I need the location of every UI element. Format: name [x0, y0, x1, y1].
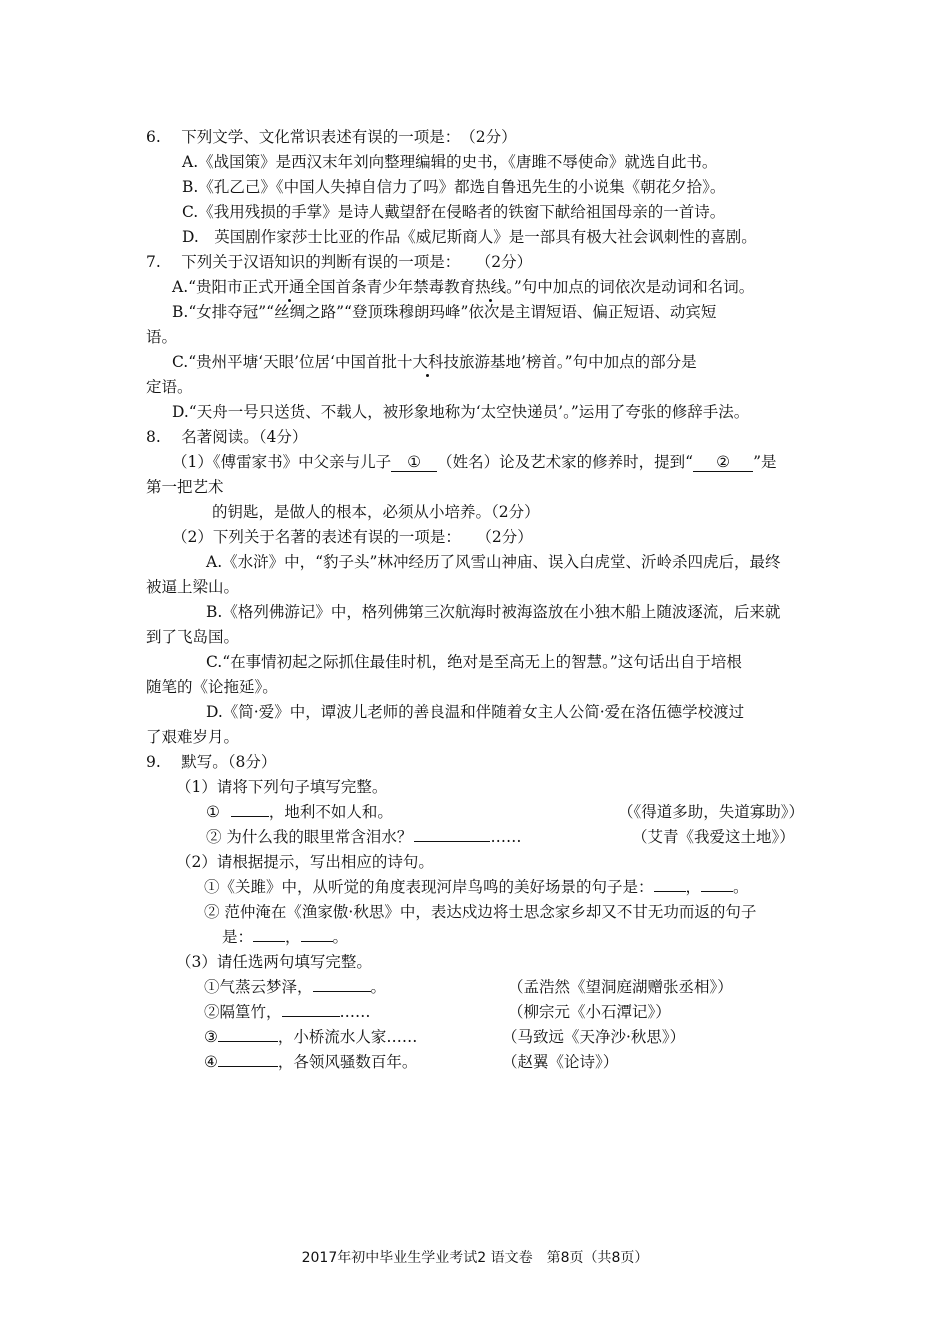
- q9-s3-blank-1[interactable]: [313, 991, 371, 992]
- q7-option-d: D.“天舟一号只送货、不载人，被形象地称为‘太空快递员’。”运用了夸张的修辞手法。: [172, 403, 750, 421]
- q9-s1-item2-text: ② 为什么我的眼里常含泪水？: [206, 828, 413, 846]
- q7-option-b-line2: 语。: [146, 328, 178, 346]
- q9-s3-item3-text: ，小桥流水人家……: [277, 1028, 418, 1046]
- q7-c-post: ’榜首。”句中加点的部分是: [520, 353, 697, 371]
- q9-section2-heading: （2）请根据提示，写出相应的诗句。: [176, 853, 434, 871]
- q9-s3-item2-ellipsis: ……: [339, 1003, 371, 1021]
- q9-s3-item4-text: ，各领风骚数百年。: [277, 1053, 418, 1071]
- q9-s1-item2: [206, 827, 521, 847]
- q8-p1-text-b: （姓名）论及艺术家的修养时，提到“: [437, 453, 694, 471]
- q7-a-dotted-word-1: 开通: [273, 278, 305, 296]
- q6-option-d: D. 英国剧作家莎士比亚的作品《威尼斯商人》是一部具有极大社会讽刺性的喜剧。: [182, 228, 757, 246]
- q9-stem: 9. 默写。（8分）: [146, 753, 277, 771]
- q8-p1-text-c: ”是: [753, 453, 777, 471]
- q9-s1-item2-source: （艾青《我爱这土地》）: [632, 828, 795, 846]
- q9-s2-item2-line2: [222, 927, 348, 947]
- q6-option-b: B.《孔乙己》《中国人失掉自信力了吗》都选自鲁迅先生的小说集《朝花夕拾》。: [182, 178, 726, 196]
- q7-c-dotted-phrase: 中国首批十大科技旅游基地: [334, 353, 521, 371]
- q7-a-post: 。”句中加点的词依次是动词和名词。: [506, 278, 755, 296]
- q9-section1-heading: （1）请将下列句子填写完整。: [176, 778, 388, 796]
- q9-s3-blank-2[interactable]: [282, 1016, 340, 1017]
- q9-s3-item2: [204, 1002, 371, 1022]
- q6-option-a: A.《战国策》是西汉末年刘向整理编辑的史书，《唐雎不辱使命》就选自此书。: [182, 153, 718, 171]
- q8-option-a-line1: A.《水浒》中，“豹子头”林冲经历了风雪山神庙、误入白虎堂、沂岭杀四虎后，最终: [206, 553, 781, 571]
- q9-s1-item1-text: ，地利不如人和。: [268, 803, 393, 821]
- q9-s3-item3-source: （马致远《天净沙·秋思》）: [502, 1028, 686, 1046]
- q7-a-dotted-word-2: 热线: [475, 278, 507, 296]
- q6-option-c: C.《我用残损的手掌》是诗人戴望舒在侵略者的铁窗下献给祖国母亲的一首诗。: [182, 203, 726, 221]
- q8-option-a-line2: 被逼上梁山。: [146, 578, 240, 596]
- q9-s2-item1-comma: ，: [685, 878, 702, 896]
- q9-s1-blank-2[interactable]: [414, 841, 490, 842]
- q8-option-c-line2: 随笔的《论拖延》。: [146, 678, 278, 696]
- q8-part1-line2: 第一把艺术: [146, 478, 224, 496]
- q8-stem: 8. 名著阅读。（4分）: [146, 428, 308, 446]
- q9-s2-item2-period: 。: [332, 928, 349, 946]
- q9-s3-item1: [204, 977, 386, 997]
- q9-s2-item2-comma: ，: [285, 928, 301, 946]
- q8-option-b-line1: B.《格列佛游记》中，格列佛第三次航海时被海盗放在小独木船上随波逐流，后来就: [206, 603, 781, 621]
- q9-s3-blank-4[interactable]: [218, 1066, 278, 1067]
- q9-s3-item2-text: ②隔篁竹，: [204, 1003, 282, 1021]
- q9-s2-blank-2[interactable]: [701, 891, 733, 892]
- q8-part2-stem: （2）下列关于名著的表述有误的一项是： （2分）: [172, 528, 533, 546]
- q8-option-d-line2: 了艰难岁月。: [146, 728, 240, 746]
- q7-a-pre: A.“贵阳市正式: [172, 278, 274, 296]
- q8-blank-1[interactable]: ①: [391, 453, 437, 472]
- q9-section3-heading: （3）请任选两句填写完整。: [176, 953, 372, 971]
- q9-s3-item4-source: （赵翼《论诗》）: [502, 1053, 619, 1071]
- q8-option-b-line2: 到了飞岛国。: [146, 628, 240, 646]
- q9-s2-item2-line1: ② 范仲淹在《渔家傲·秋思》中，表达戍边将士思念家乡却又不甘无功而返的句子: [204, 903, 757, 921]
- q9-s1-blank-1[interactable]: [231, 816, 269, 817]
- q9-s1-item2-tail: ……: [490, 828, 522, 846]
- page-footer: 2017年初中毕业生学业考试2 语文卷 第8页（共8页）: [301, 1250, 649, 1266]
- q9-s2-item1: [204, 877, 749, 897]
- q8-p1-text-a: （1）《傅雷家书》中父亲与儿子: [172, 453, 392, 471]
- q9-s3-item4: [204, 1052, 417, 1072]
- q9-s1-item1-source: （《得道多助，失道寡助》）: [618, 803, 805, 821]
- q7-c-pre: C.“贵州平塘‘天眼’位居‘: [172, 353, 335, 371]
- q7-option-c-line2: 定语。: [146, 378, 193, 396]
- q9-s2-blank-1[interactable]: [654, 891, 686, 892]
- q7-option-a: [172, 277, 754, 297]
- q9-s3-item1-period: 。: [370, 978, 387, 996]
- q7-option-c: [172, 352, 697, 372]
- q8-blank-2[interactable]: ②: [693, 453, 753, 472]
- q9-s3-item3: [204, 1027, 417, 1047]
- q9-s2-item1-period: 。: [733, 878, 749, 896]
- q7-stem: 7. 下列关于汉语知识的判断有误的一项是： （2分）: [146, 253, 533, 271]
- q8-option-d-line1: D.《简·爱》中，谭波儿老师的善良温和伴随着女主人公简·爱在洛伍德学校渡过: [206, 703, 745, 721]
- q8-part1: [172, 452, 777, 472]
- q9-s3-item2-source: （柳宗元《小石潭记》）: [508, 1003, 671, 1021]
- q8-part1-line3: 的钥匙，是做人的根本，必须从小培养。（2分）: [212, 503, 540, 521]
- q9-s1-item1-num: ①: [206, 803, 220, 821]
- q9-s3-blank-3[interactable]: [218, 1041, 278, 1042]
- q7-a-mid: 全国首条青少年禁毒教育: [304, 278, 476, 296]
- q9-s3-item1-source: （孟浩然《望洞庭湖赠张丞相》）: [508, 978, 733, 996]
- q9-s2-blank-4[interactable]: [301, 941, 333, 942]
- q6-stem: 6. 下列文学、文化常识表述有误的一项是： （2分）: [146, 128, 517, 146]
- q9-s3-item4-num: ④: [204, 1053, 218, 1071]
- q9-s3-item1-text: ①气蒸云梦泽，: [204, 978, 313, 996]
- q9-s1-item1: [206, 802, 393, 822]
- q9-s2-item1-text: ①《关雎》中，从听觉的角度表现河岸鸟鸣的美好场景的句子是：: [204, 878, 654, 896]
- q9-s2-item2-line2-text: 是：: [222, 928, 254, 946]
- q9-s2-blank-3[interactable]: [253, 941, 285, 942]
- q7-option-b-line1: B.“女排夺冠”“丝绸之路”“登顶珠穆朗玛峰”依次是主谓短语、偏正短语、动宾短: [172, 303, 717, 321]
- q9-s3-item3-num: ③: [204, 1028, 218, 1046]
- q8-option-c-line1: C.“在事情初起之际抓住最佳时机，绝对是至高无上的智慧。”这句话出自于培根: [206, 653, 742, 671]
